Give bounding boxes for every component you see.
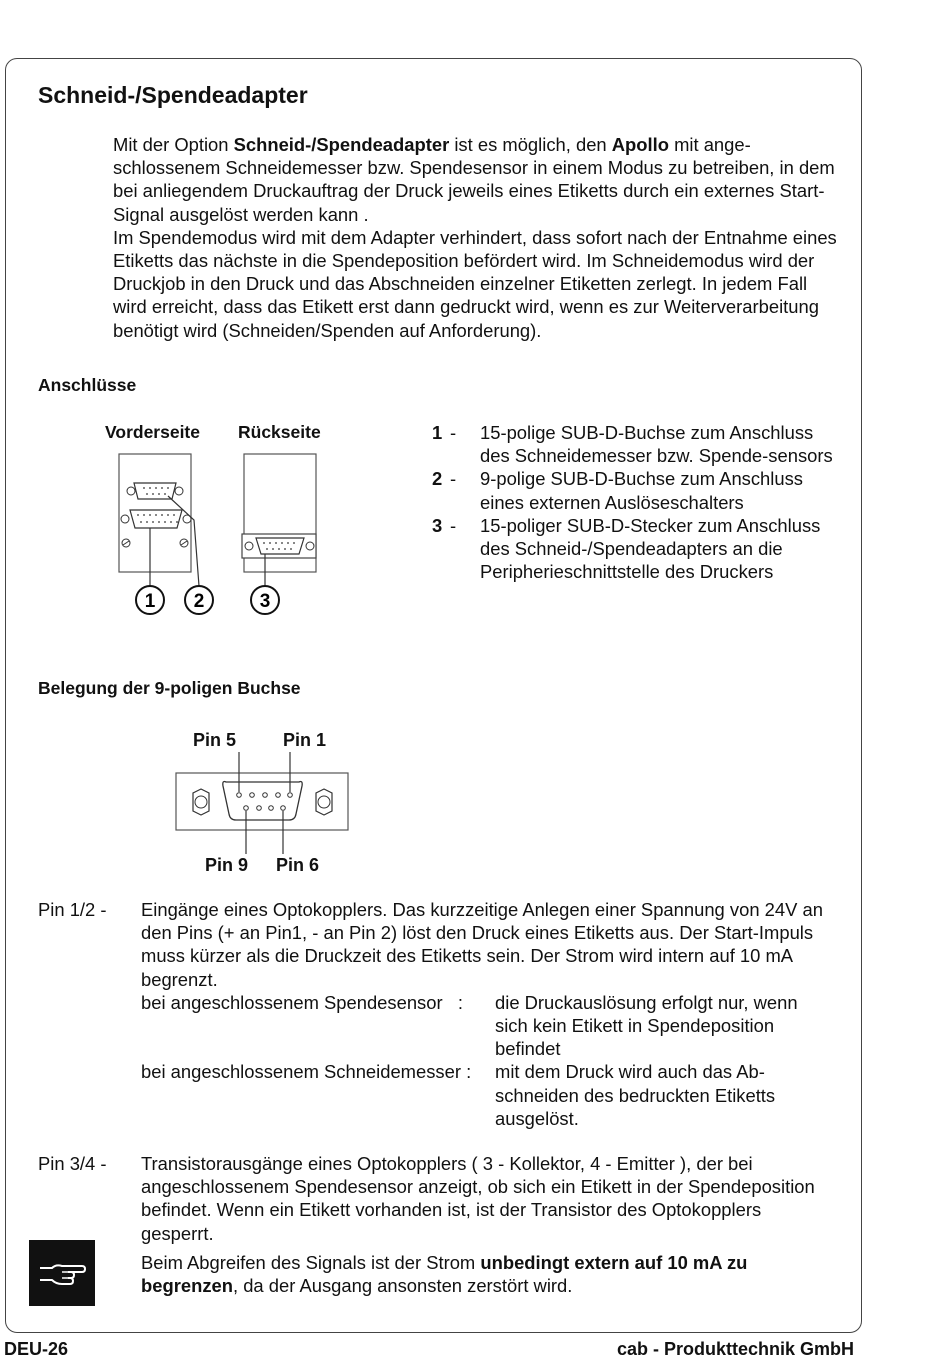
intro-text-run: Mit der Option xyxy=(113,134,234,155)
condition-key: bei angeschlossenem Schneidemesser : xyxy=(141,1061,472,1083)
legend-text: 15-poliger SUB-D-Stecker zum Anschluss des Schneid-/Spendeadapters an die Peripherieschnittstelle des Druckers xyxy=(480,514,821,583)
pin6-label: Pin 6 xyxy=(276,855,320,875)
db15-plug-back xyxy=(242,534,316,558)
callout-number-1: 1 xyxy=(144,591,156,612)
callout-number-2: 2 xyxy=(193,591,205,612)
connector-panels-figure xyxy=(110,448,330,618)
legend-number: 3 xyxy=(432,514,443,536)
pointing-hand-icon xyxy=(29,1240,95,1306)
legend-dash: - xyxy=(450,468,457,490)
legend-item xyxy=(432,421,842,467)
page-title: Schneid-/Spendeadapter xyxy=(38,82,308,108)
legend-dash: - xyxy=(450,514,457,536)
pin1-label: Pin 1 xyxy=(283,730,327,750)
back-side-label: Rückseite xyxy=(238,422,321,442)
callout-number-3: 3 xyxy=(259,591,271,612)
pin9-label: Pin 9 xyxy=(205,855,249,875)
condition-key: bei angeschlossenem Spendesensor : xyxy=(141,991,464,1013)
product-name: Apollo xyxy=(611,134,669,155)
front-side-label: Vorderseite xyxy=(105,422,200,442)
section-heading-anschluesse: Anschlüsse xyxy=(38,375,137,395)
legend-item xyxy=(432,467,842,513)
condition-value: die Druckauslösung erfolgt nur, wenn sich kein Etikett in Spendeposition befindet xyxy=(495,991,798,1060)
legend-number: 2 xyxy=(432,468,443,490)
pin12-key: Pin 1/2 - xyxy=(38,899,107,920)
note-emphasis: unbedingt extern auf 10 mA zu begrenzen xyxy=(141,1251,748,1297)
warning-note xyxy=(141,1251,831,1297)
condition-row xyxy=(141,1060,831,1130)
intro-text xyxy=(113,133,843,342)
pin34-description xyxy=(141,1152,831,1297)
section-heading-belegung: Belegung der 9-poligen Buchse xyxy=(38,678,301,698)
intro-text-run: ist es möglich, den xyxy=(449,134,612,155)
db9-pinout-figure xyxy=(170,752,355,854)
legend-text: 15-polige SUB-D-Buchse zum Anschluss des Schneidemesser bzw. Spende-sensors xyxy=(480,422,833,467)
condition-value: mit dem Druck wird auch das Abschneiden des bedruckten Etiketts ausgelöst. xyxy=(495,1061,776,1129)
page-number: DEU-26 xyxy=(4,1339,69,1359)
note-text-run: Beim Abgreifen des Signals ist der Strom xyxy=(141,1251,481,1273)
condition-row xyxy=(141,991,831,1061)
pin12-description xyxy=(141,898,831,1130)
pin5-label: Pin 5 xyxy=(193,730,237,750)
intro-paragraph-1 xyxy=(113,133,843,226)
legend-item xyxy=(432,514,842,584)
legend-number: 1 xyxy=(432,422,443,443)
legend-dash: - xyxy=(450,422,457,443)
pin34-key: Pin 3/4 - xyxy=(38,1153,107,1174)
intro-paragraph-2: Im Spendemodus wird mit dem Adapter verhindert, dass sofort nach der Entnahme eines Etiketts das nächste in die Spendeposition befördert wird. Im Schneidemodus wird der Druckjob in den Druck und das Abschneiden einzelner Etiketten zerlegt. In jedem Fall wird erreicht, dass das Etikett erst dann gedruckt wird, wenn es zur Weiterverarbeitung benötigt wird (Schneiden/Spenden auf Anforderung). xyxy=(113,226,837,341)
note-text-run: , da der Ausgang ansonsten zerstört wird. xyxy=(232,1275,573,1297)
intro-text-run: mit angeschlossenem Schneidemesser bzw. Spendesensor in einem Modus zu betreiben, in dem bei anliegendem Druckauftrag der Druck jeweils eines Etiketts durch ein externes Start-Signal ausgelöst werden kann . xyxy=(113,134,835,225)
pin34-text: Transistorausgänge eines Optokopplers ( 3 - Kollektor, 4 - Emitter ), der bei angeschlossenem Spendesensor anzeigt, ob sich ein Etikett in der Spendeposition befindet. Wenn ein Etikett vorhanden ist, ist der Transistor des Optokopplers gesperrt. xyxy=(141,1153,815,1244)
connector-legend xyxy=(432,421,842,583)
option-name: Schneid-/Spendeadapter xyxy=(233,134,450,155)
legend-text: 9-polige SUB-D-Buchse zum Anschluss eines externen Auslöseschalters xyxy=(480,468,803,513)
pin12-text: Eingänge eines Optokopplers. Das kurzzeitige Anlegen einer Spannung von 24V an den Pins (+ an Pin1, - an Pin 2) löst den Druck eines Etiketts aus. Der Start-Impuls muss kürzer als die Druckzeit des Etiketts sein. Der Strom wird intern auf 10 mA begrenzt. xyxy=(141,899,823,990)
pointing-hand-glyph xyxy=(38,1258,86,1288)
company-name: cab - Produkttechnik GmbH xyxy=(616,1339,854,1359)
